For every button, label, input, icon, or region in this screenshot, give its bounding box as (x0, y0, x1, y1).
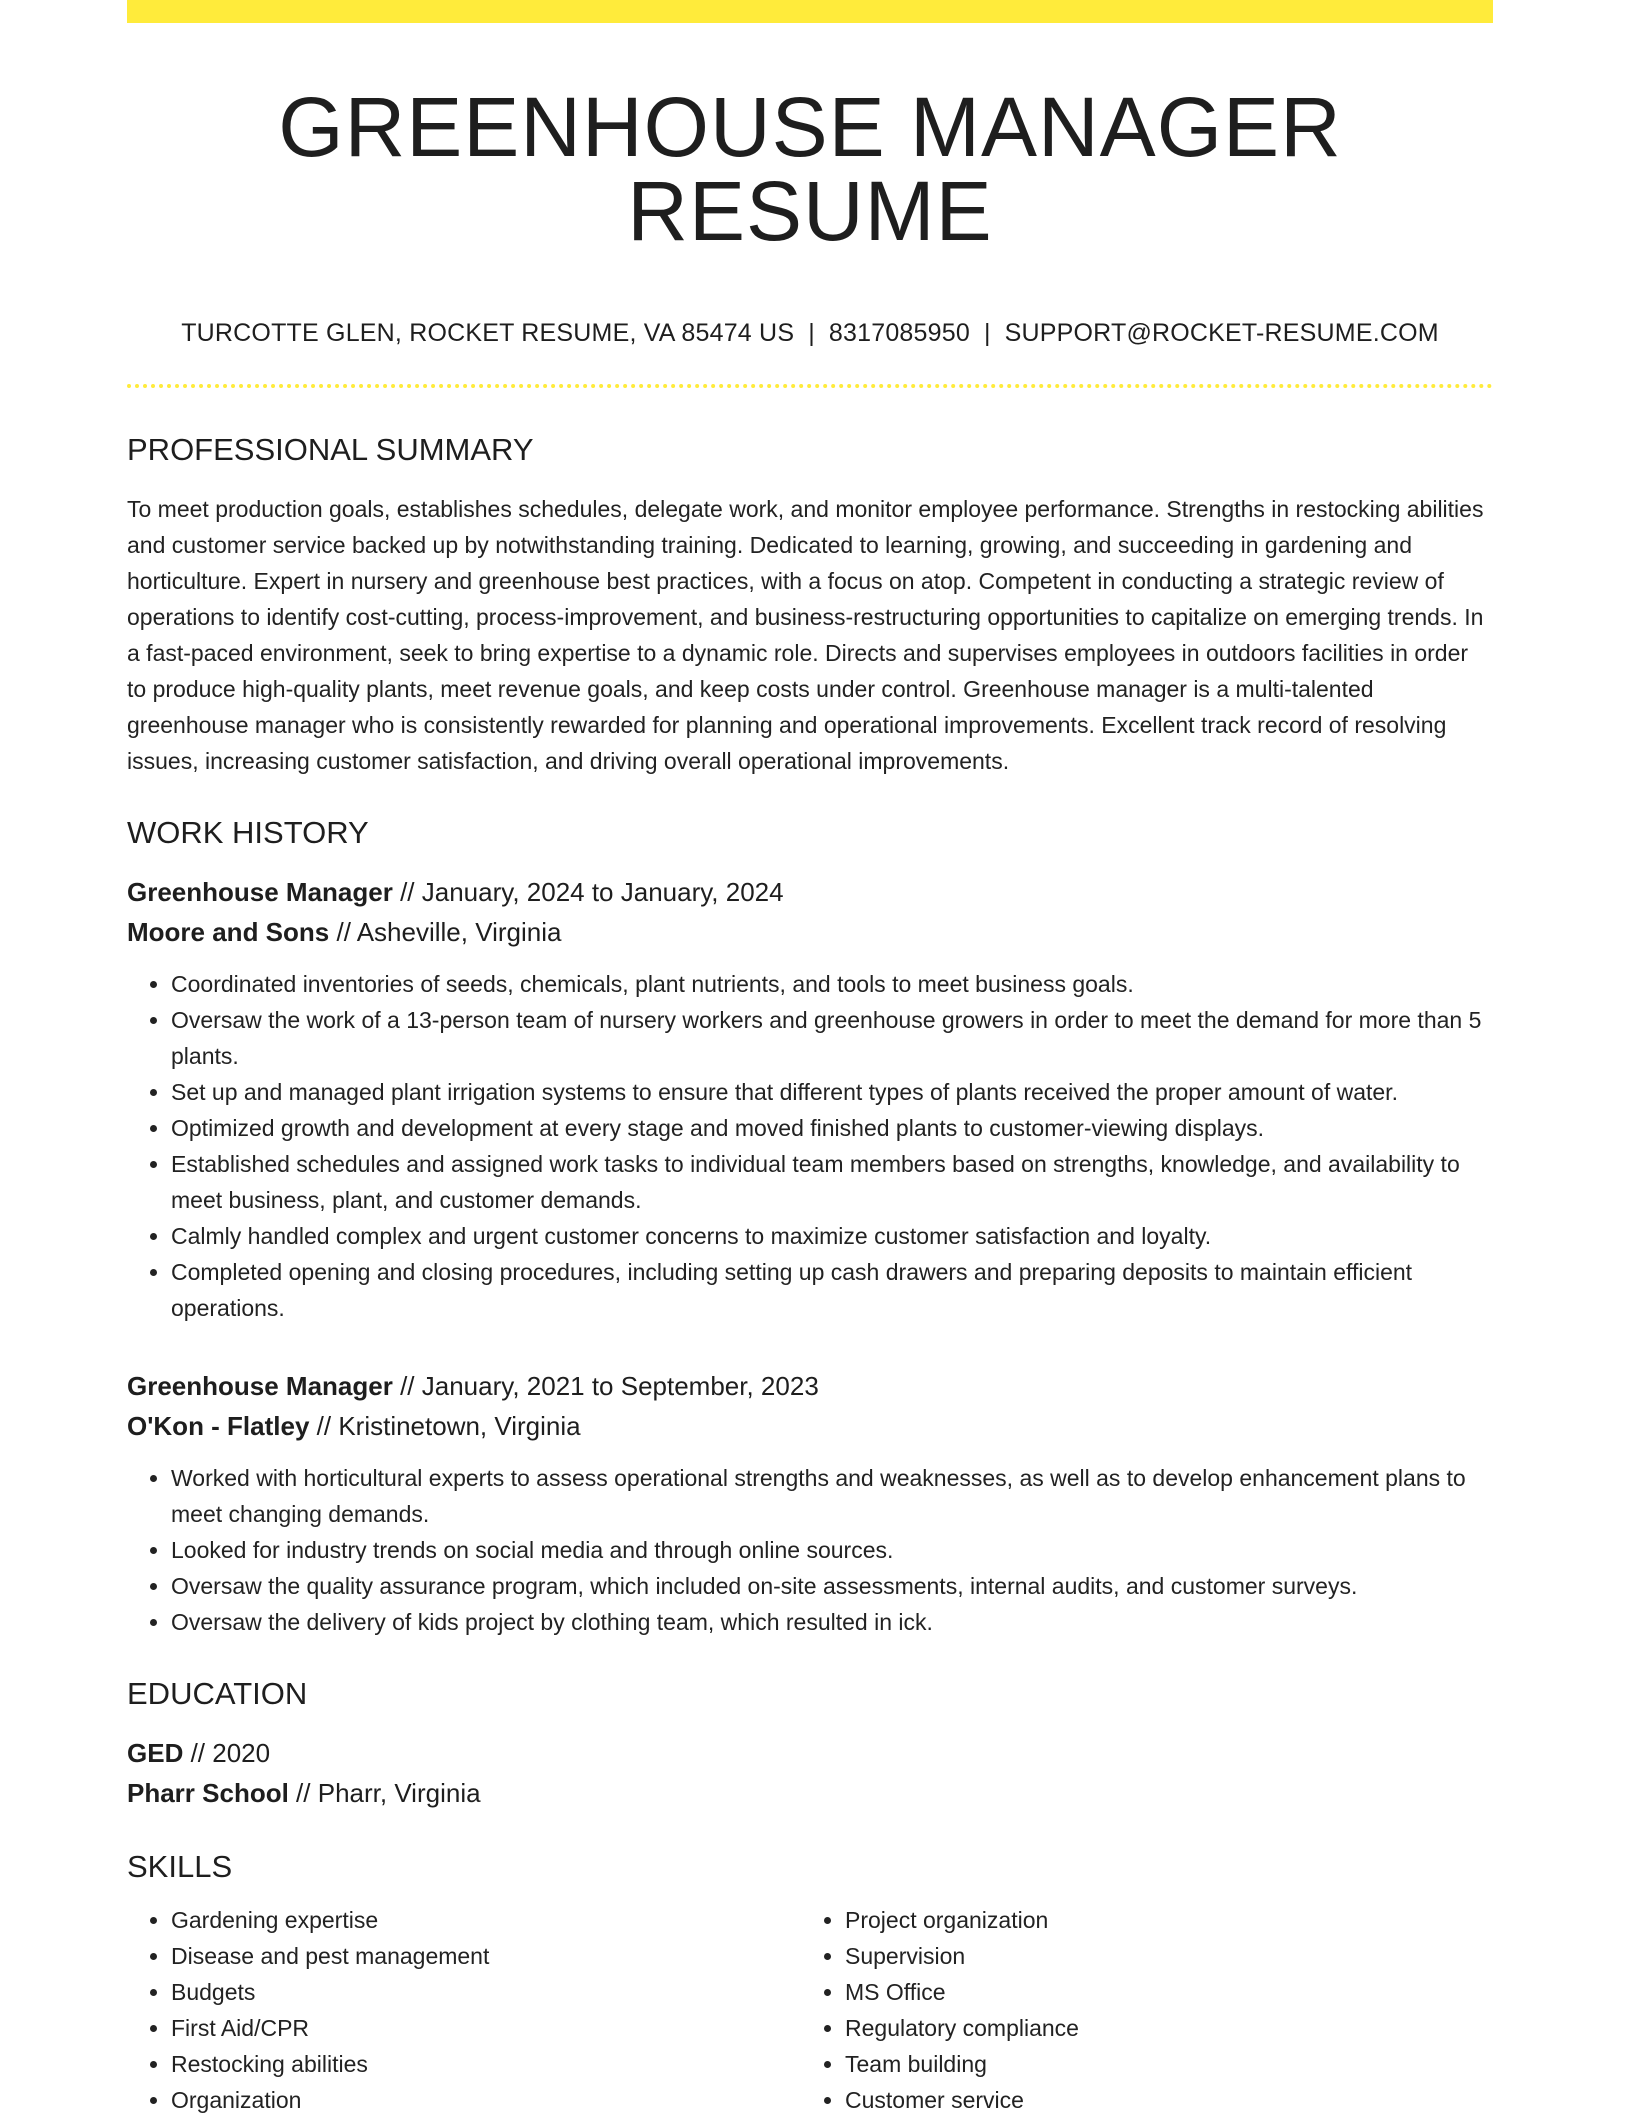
contact-separator: | (983, 319, 991, 347)
resume-title: GREENHOUSE MANAGER RESUME (278, 80, 1342, 258)
contact-email: SUPPORT@ROCKET-RESUME.COM (1004, 319, 1439, 347)
job-title-line (127, 1366, 1493, 1406)
list-item: • Looked for industry trends on social media and through online sources. (171, 1532, 1493, 1568)
job-dates: // January, 2021 to September, 2023 (392, 1371, 819, 1401)
skill-item: • Gardening expertise (171, 1902, 801, 1938)
list-item: • Oversaw the delivery of kids project by clothing team, which resulted in ick. (171, 1604, 1493, 1640)
list-item: • Worked with horticultural experts to assess operational strengths and weaknesses, as well as to develop enhancement plans to meet changing demands. (171, 1460, 1493, 1532)
job-title-line (127, 872, 1493, 912)
education-heading: EDUCATION (127, 1676, 308, 1711)
contact-address: TURCOTTE GLEN, ROCKET RESUME, VA 85474 US (181, 319, 795, 347)
education-school: Pharr School (127, 1778, 289, 1808)
skill-item: • MS Office (845, 1974, 1445, 2010)
job-entry (127, 872, 1493, 1326)
education-degree-line (127, 1733, 1493, 1773)
list-item: • Optimized growth and development at every stage and moved finished plants to customer-viewing displays. (171, 1110, 1493, 1146)
contact-line (127, 321, 1493, 346)
skill-item: • Restocking abilities (171, 2046, 801, 2082)
skills-heading: SKILLS (127, 1849, 233, 1884)
list-item: • Oversaw the work of a 13-person team of nursery workers and greenhouse growers in order to meet the demand for more than 5 plants. (171, 1002, 1493, 1074)
job-location: // Kristinetown, Virginia (309, 1411, 581, 1441)
job-title: Greenhouse Manager (127, 1371, 393, 1401)
education-degree: GED (127, 1738, 184, 1768)
job-company-line (127, 912, 1493, 952)
job-company-line (127, 1406, 1493, 1446)
job-bullet-list (127, 966, 1493, 1326)
job-title: Greenhouse Manager (127, 877, 393, 907)
skill-item: • Organization (171, 2082, 801, 2118)
list-item: • Coordinated inventories of seeds, chemicals, plant nutrients, and tools to meet business goals. (171, 966, 1493, 1002)
list-item: • Completed opening and closing procedures, including setting up cash drawers and preparing deposits to maintain efficient operations. (171, 1254, 1493, 1326)
skill-item: • First Aid/CPR (171, 2010, 801, 2046)
skill-item: • Team building (845, 2046, 1445, 2082)
education-year: // 2020 (183, 1738, 271, 1768)
skill-item: • Budgets (171, 1974, 801, 2010)
job-dates: // January, 2024 to January, 2024 (392, 877, 784, 907)
skill-item: • Regulatory compliance (845, 2010, 1445, 2046)
education-location: // Pharr, Virginia (288, 1778, 481, 1808)
list-item: • Set up and managed plant irrigation systems to ensure that different types of plants received the proper amount of water. (171, 1074, 1493, 1110)
skills-list-left (127, 1902, 801, 2118)
work-history-heading: WORK HISTORY (127, 815, 369, 850)
skill-item: • Supervision (845, 1938, 1445, 1974)
resume-page (127, 0, 1493, 2118)
job-location: // Asheville, Virginia (329, 917, 562, 947)
header-divider (127, 384, 1493, 388)
contact-phone: 8317085950 (828, 319, 970, 347)
skill-item: • Project organization (845, 1902, 1445, 1938)
job-bullet-list (127, 1460, 1493, 1640)
summary-heading: PROFESSIONAL SUMMARY (127, 432, 534, 467)
skills-columns (127, 1902, 1493, 2118)
list-item: • Calmly handled complex and urgent customer concerns to maximize customer satisfaction and loyalty. (171, 1218, 1493, 1254)
job-company: Moore and Sons (127, 917, 330, 947)
summary-text: To meet production goals, establishes schedules, delegate work, and monitor employee performance. Strengths in restocking abilities and customer service backed up by notwithstanding training. Dedicated to learning, growing, and succeeding in gardening and horticulture. Expert in nursery and greenhouse best practices, with a focus on atop. Competent in conducting a strategic review of operations to identify cost-cutting, process-improvement, and business-restructuring opportunities to capitalize on emerging trends. In a fast-paced environment, seek to bring expertise to a dynamic role. Directs and supervises employees in outdoors facilities in order to produce high-quality plants, meet revenue goals, and keep costs under control. Greenhouse manager is a multi-talented greenhouse manager who is consistently rewarded for planning and operational improvements. Excellent track record of resolving issues, increasing customer satisfaction, and driving overall operational improvements. (127, 496, 1484, 774)
list-item: • Established schedules and assigned work tasks to individual team members based on strengths, knowledge, and availability to meet business, plant, and customer demands. (171, 1146, 1493, 1218)
skill-item: • Customer service (845, 2082, 1445, 2118)
accent-top-bar (127, 0, 1493, 23)
education-school-line (127, 1773, 1493, 1813)
skills-list-right (801, 1902, 1445, 2118)
list-item: • Oversaw the quality assurance program, which included on-site assessments, internal audits, and customer surveys. (171, 1568, 1493, 1604)
job-entry (127, 1366, 1493, 1640)
skill-item: • Disease and pest management (171, 1938, 801, 1974)
job-company: O'Kon - Flatley (127, 1411, 310, 1441)
contact-separator: | (808, 319, 815, 347)
